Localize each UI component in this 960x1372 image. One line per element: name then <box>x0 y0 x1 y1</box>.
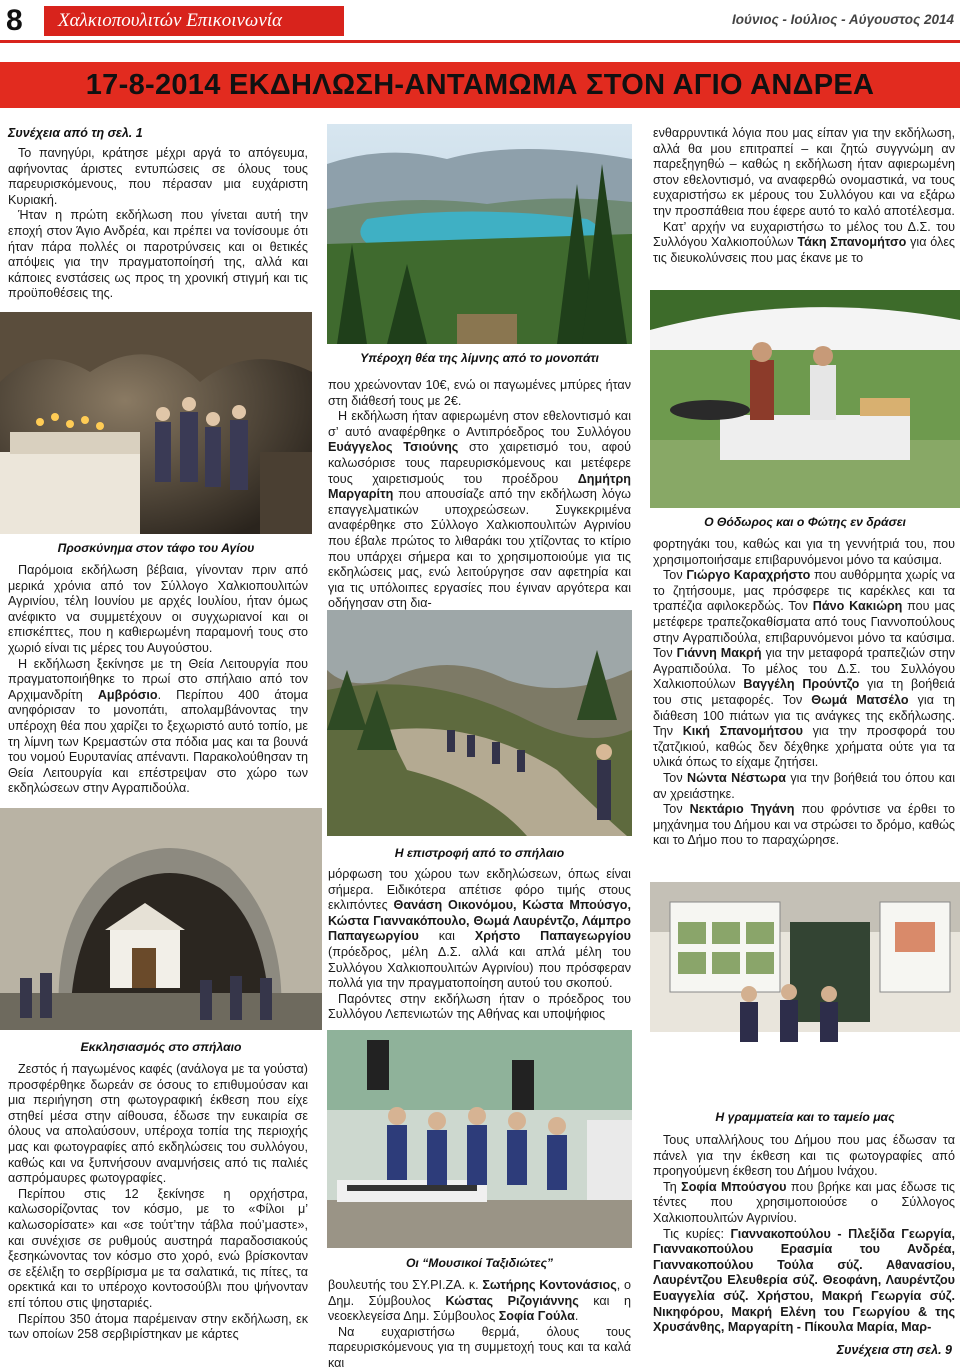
photo-return-from-cave <box>327 610 632 836</box>
caption-cave-church: Εκκλησιασμός στο σπήλαιο <box>80 1040 242 1054</box>
continued-from: Συνέχεια από τη σελ. 1 <box>8 126 143 140</box>
paragraph: Η εκδήλωση ξεκίνησε με τη Θεία Λειτουργία που πραγματοποιήθηκε το πρωί στο σπήλαιο από τον Αρχιμανδρίτη Αμβρόσιο. Περίπου 400 άτομα ανηφόρισαν το μονοπάτι, απολαμβάνοντας την υπέροχη θέα που χαρίζει το ξεχωριστό αυτό τοπίο, με τη λίμνη των Κρεμαστών στα πόδια μας και τα βουνά του νομού Ευρυτανίας απέναντι. Παρακολούθησαν τη Θεία Λειτουργία και επέστρεψαν στο χώρο των εκδηλώσεων στην Αγραπιδούλα. <box>8 656 308 796</box>
person-name: Νεκτάριο Τηγάνη <box>689 802 795 817</box>
paragraph: Να ευχαριστήσω θερμά, όλους τους παρευρισκόμενους για τη συμμετοχή τους και τα καλά και <box>328 1324 631 1370</box>
person-name: Κική Σπανομήτσου <box>682 724 803 739</box>
caption-musicians: Οι “Μουσικοί Ταξιδιώτες” <box>405 1256 554 1270</box>
col3-top-text <box>653 126 955 266</box>
person-name: Σοφία Γούλα <box>498 1309 575 1324</box>
person-name: Γιάννη Μακρή <box>676 646 762 661</box>
page-number: 8 <box>6 4 23 37</box>
col2-lower-text <box>328 867 631 1023</box>
person-name: Γιώργο Καραχρήστο <box>686 568 811 583</box>
col2-bottom-text <box>328 1278 631 1372</box>
continued-on: Συνέχεια στη σελ. 9 <box>836 1343 952 1357</box>
person-name: Ευάγγελος Τσιούνης <box>328 440 459 455</box>
col1-top-text <box>8 146 308 302</box>
paragraph: Περίπου στις 12 ξεκίνησε η ορχήστρα, καλωσορίζοντας τον κόσμο, με το «Φίλοι μ’ καλωσορίσατε» και «σε τούτ’την τάβλα πού’μαστε», και συνέχισε σε ρυθμούς αυστηρά παραδοσιακούς ξεσηκώνοντας τον κόσμο στο χορό, ενώ βρίσκονταν σε εξέλιξη το σερβίρισμα με τα σαλατικά, τις πίτες, τα ορεκτικά και το υπέροχο κοντοσούβλι που ψήνονταν επί τόπου στις ψησταριές. <box>8 1186 308 1310</box>
paragraph: φορτηγάκι του, καθώς και για τη γεννήτριά του, που χρησιμοποιήσαμε επιβαρυνόμενοι μόνο τα καύσιμα. <box>653 537 955 567</box>
paragraph: Ήταν η πρώτη εκδήλωση που γίνεται αυτή την εποχή στον Άγιο Ανδρέα, και πρέπει να τονίσουμε ότι ήταν πάρα πολλές οι παροτρύνσεις και οι θετικές απόψεις για την πραγματοποίησή της, αλλά και κάποιες ενστάσεις ως προς τη χρονική στιγμή και τις προϋποθέσεις της. <box>8 208 308 301</box>
photo-musicians <box>327 1030 632 1248</box>
person-name: Πάνο Κακιώρη <box>812 599 903 614</box>
col3-mid-text <box>653 537 955 849</box>
person-names: Θανάση Οικονόμου, Κώστα Μπούσγο, Κώστα Γιαννακόπουλο, Θωμά Λαυρέντζο, Λάμπρο Παπαγεωργίου <box>328 898 631 944</box>
col1-mid-text <box>8 563 308 797</box>
photo-secretariat <box>650 882 960 1100</box>
paragraph: Τη Σοφία Μπούσγου που βρήκε και μας έδωσε τις τέντες που χρησιμοποιούσε ο Σύλλογος Χαλκιοπουλιτών Αγρινίου. <box>653 1179 955 1225</box>
paragraph: Τους υπαλλήλους του Δήμου που μας έδωσαν τα πάνελ για την έκθεση και τις φωτογραφίες από προηγούμενη έκθεση του Δήμου Ινάχου. <box>653 1133 955 1179</box>
person-name: Τάκη Σπανομήτσο <box>797 235 907 250</box>
article-title: 17-8-2014 ΕΚΔΗΛΩΣΗ-ΑΝΤΑΜΩΜΑ ΣΤΟΝ ΑΓΙΟ ΑΝΔΡΕΑ <box>0 62 960 108</box>
paragraph: που χρεώνονταν 10€, ενώ οι παγωμένες μπύρες ήταν στη διάθεσή τους με 2€. <box>328 378 631 408</box>
person-name: Χρήστο Παπαγεωργίου <box>474 929 631 944</box>
paragraph: Τον Νώντα Νέστωρα για την βοήθειά του όπου και αν χρειάστηκε. <box>653 770 955 801</box>
photo-theodoros-fotis <box>650 290 960 508</box>
paragraph: Παρόμοια εκδήλωση βέβαια, γίνονταν πριν από μερικά χρόνια από τον Σύλλογο Χαλκιοπουλιτών Αγρινίου, τέλη Ιουνίου με αρχές Ιουλίου, ήταν όμως ανέφικτο να συμμετέχουν οι συγχωριανοί και οι επισκέπτες, που η καθιερωμένη παραμονή τους στο χωριό είναι τις μέρες του Αυγούστου. <box>8 563 308 655</box>
photo-tomb-worship <box>0 312 312 534</box>
paragraph: Περίπου 350 άτομα παρέμειναν στην εκδήλωση, εκ των οποίων 258 σερβιρίστηκαν με κάρτες <box>8 1311 308 1342</box>
paragraph: Τον Νεκτάριο Τηγάνη που φρόντισε να έρθει το μηχάνημα του Δήμου και να στρώσει το δρόμο, καθώς και το Δήμο που το παραχώρησε. <box>653 802 956 848</box>
publication-masthead: Χαλκιοπουλιτών Επικοινωνία <box>44 6 344 36</box>
person-name: Κώστας Ριζογιάννης <box>445 1293 579 1308</box>
paragraph: Η εκδήλωση ήταν αφιερωμένη στον εθελοντισμό και σ’ αυτό αναφέρθηκε ο Αντιπρόεδρος του Συλλόγου Ευάγγελος Τσιούνης στο χαιρετισμό του, αφού καλωσόρισε τους παρευρισκόμενους και μετέφερε τους χαιρετισμούς του προέδρου Δημήτρη Μαργαρίτη που απουσίαζε από την εκδήλωση λόγω επαγγελματικών υποχρεώσεων. Συγκεκριμένα αναφέρθηκε στο Σύλλογο Χαλκιοπουλιτών Αγρινίου που έβαλε πρώτος το λιθαράκι του χτίζοντας το κτίριο που υπάρχει σήμερα και το χρησιμοποιούμε για τις εκδηλώσεις μας, ενώ λειτούργησε σαν αφετηρία και για τις υπόλοιπες εργασίες που έγιναν αργότερα και οδήγησαν στη δια- <box>328 409 631 611</box>
paragraph: Το πανηγύρι, κράτησε μέχρι αργά το απόγευμα, αφήνοντας άριστες εντυπώσεις σε όλους τους παρευρισκόμενους, που πέρασαν μια ευχάριστη Κυριακή. <box>8 146 308 207</box>
caption-secretariat: Η γραμματεία και το ταμείο μας <box>715 1110 895 1124</box>
person-name: Σωτήρης Κοντονάσιος <box>482 1278 617 1292</box>
header-rule <box>0 40 960 43</box>
caption-theodoros-fotis: Ο Θόδωρος και ο Φώτης εν δράσει <box>704 515 906 529</box>
person-name: Βαγγέλη Προύντζο <box>743 677 860 692</box>
col1-bottom-text <box>8 1062 308 1343</box>
person-name: Σοφία Μπούσγου <box>681 1179 787 1194</box>
caption-tomb-worship: Προσκύνημα στον τάφο του Αγίου <box>57 541 255 555</box>
person-name: Αμβρόσιο <box>97 687 158 702</box>
paragraph: Κατ’ αρχήν να ευχαριστήσω το μέλος του Δ.Σ. του Συλλόγου Χαλκιοπούλων Τάκη Σπανομήτσο για όλες τις διευκολύνσεις που μας έκανε με το <box>653 219 955 265</box>
person-name: Θωμά Ματσέλο <box>811 692 909 707</box>
person-names: Γιαννακοπούλου - Πλεξίδα Γεωργία, Γιαννακοπούλου Ερασμία του Ανδρέα, Γιαννακοπούλου Τούλα σύζ. Αθανασίου, Λαυρέντζου Ελευθερία σύζ. Θεοφάνη, Λαυρέντζου Ευαγγελία σύζ. Χρήστου, Μακρή Γεωργία σύζ. Νικηφόρου, Μακρή Ελένη του Γεωργίου & της Χρυσάνθης, Μαργαρίτη - Πίκουλα Μαρία, Μαρ- <box>653 1226 955 1335</box>
caption-return-from-cave: Η επιστροφή από το σπήλαιο <box>394 846 565 860</box>
col3-bottom-text <box>653 1133 955 1336</box>
photo-lake-view <box>327 124 632 344</box>
paragraph: Τις κυρίες: Γιαννακοπούλου - Πλεξίδα Γεωργία, Γιαννακοπούλου Ερασμία του Ανδρέα, Γιαννακοπούλου Τούλα σύζ. Αθανασίου, Λαυρέντζου Ελευθερία σύζ. Θεοφάνη, Λαυρέντζου Ευαγγελία σύζ. Χρήστου, Μακρή Γεωργία σύζ. Νικηφόρου, Μακρή Ελένη του Γεωργίου & της Χρυσάνθης, Μαργαρίτη - Πίκουλα Μαρία, Μαρ- <box>653 1226 955 1335</box>
person-name: Νώντα Νέστωρα <box>687 770 786 785</box>
paragraph: ενθαρρυντικά λόγια που μας είπαν για την εκδήλωση, αλλά θα μου επιτραπεί – και ζητώ συγγνώμη αν παρεξηγηθώ – καθώς η εκδήλωση ήταν αφιερωμένη στον εθελοντισμό, να αναφερθώ ονομαστικά, να τους ευχαριστήσω εκ μέρους του Συλλόγου και να εξάρω την προσπάθεια που έφερε αυτό το καλό αποτέλεσμα. <box>653 126 955 218</box>
paragraph: Τον Γιώργο Καραχρήστο που αυθόρμητα χωρίς να το ζητήσουμε, μας πρόσφερε τις καρέκλες και τα τραπέζια αφιλοκερδώς. Τον Πάνο Κακιώρη που μας μετέφερε τραπεζοκαθίσματα από τους Γιαννοπούλους στην Αγραπιδούλα, επιβαρυνόμενοι μόνο τα καύσιμα. Τον Γιάννη Μακρή για την μεταφορά τραπεζιών στην Αγραπιδούλα. Το μέλος του Δ.Σ. του Συλλόγου Χαλκιοπούλων Βαγγέλη Προύντζο για τη βοήθειά του στις μεταφορές. Τον Θωμά Ματσέλο για τη διάθεση 100 πιάτων για τις ανάγκες της εκδήλωσης. Την Κική Σπανομήτσου για την προσφορά του τζατζικιού, καθώς δεν δέχθηκε χρήματα ούτε για τα υλικά όπως το είχαμε ζητήσει. <box>653 568 956 770</box>
issue-date: Ιούνιος - Ιούλιος - Αύγουστος 2014 <box>732 12 954 27</box>
paragraph: Ζεστός ή παγωμένος καφές (ανάλογα με τα γούστα) προσφέρθηκε δωρεάν σε όσους το επιθυμούσαν και μια περιήγηση στη φωτογραφική έκθεση που είχε στηθεί μέσα στην αίθουσα, έδωσε την ευκαιρία σε όλους να απολαύσουν, υπέροχα τοπία της περιοχής μας και φωτογραφίες από εκδηλώσεις του συλλόγου, καθώς και να ξυπνήσουν αναμνήσεις από τις παλιές ασπρόμαυρες φωτογραφίες. <box>8 1062 308 1186</box>
paragraph: μόρφωση του χώρου των εκδηλώσεων, όπως είναι σήμερα. Ειδικότερα απέτισε φόρο τιμής στους εκλιπόντες Θανάση Οικονόμου, Κώστα Μπούσγο, Κώστα Γιαννακόπουλο, Θωμά Λαυρέντζο, Λάμπρο Παπαγεωργίου και Χρήστο Παπαγεωργίου (πρόεδρος, μέλη Δ.Σ. αλλά και απλά μέλη του Συλλόγου Χαλκιοπουλιτών Αγρινίου) που πρόσφεραν πολλά για την πραγματοποίηση αυτού του σκοπού. <box>328 867 631 991</box>
col2-mid-text <box>328 378 631 612</box>
caption-lake-view: Υπέροχη θέα της λίμνης από το μονοπάτι <box>360 351 599 365</box>
paragraph: βουλευτής του ΣΥ.ΡΙ.ΖΑ. κ. Σωτήρης Κοντονάσιος, ο Δημ. Σύμβουλος Κώστας Ριζογιάννης και η νεοεκλεγείσα Δημ. Σύμβουλος Σοφία Γούλα. <box>328 1278 631 1324</box>
paragraph: Παρόντες στην εκδήλωση ήταν ο πρόεδρος του Συλλόγου Λεπενιωτών της Αθήνας και υποψήφιος <box>328 991 631 1022</box>
person-name: Δημήτρη Μαργαρίτη <box>328 471 631 502</box>
photo-cave-church <box>0 808 322 1030</box>
